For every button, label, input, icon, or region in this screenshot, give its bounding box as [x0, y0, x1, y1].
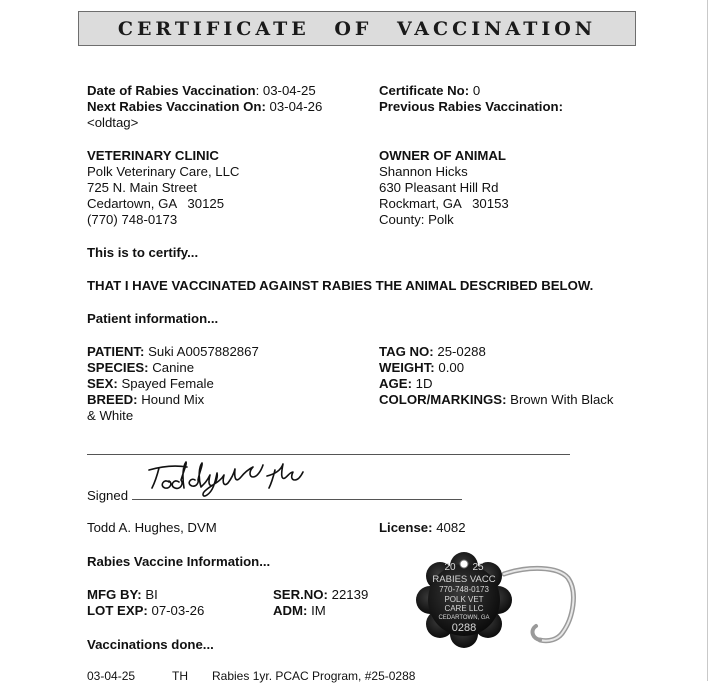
vaccine-serial-number: SER.NO: 22139 [273, 587, 369, 602]
patient-breed-continued: & White [87, 408, 134, 423]
tag-line-3: POLK VET [444, 595, 484, 604]
vaccine-manufacturer: MFG BY: BI [87, 587, 158, 602]
certificate-title-banner [78, 11, 636, 46]
patient-age: AGE: 1D [379, 376, 433, 391]
clinic-name: Polk Veterinary Care, LLC [87, 164, 240, 179]
vaccine-administration: ADM: IM [273, 603, 326, 618]
page-edge [707, 0, 708, 681]
patient-color-markings: COLOR/MARKINGS: Brown With Black [379, 392, 614, 407]
vaccination-statement: THAT I HAVE VACCINATED AGAINST RABIES THE ANIMAL DESCRIBED BELOW. [87, 278, 594, 293]
patient-name: PATIENT: Suki A0057882867 [87, 344, 259, 359]
vaccination-row-initials: TH [172, 669, 188, 683]
certify-heading: This is to certify... [87, 245, 199, 260]
tag-line-1: RABIES VACC [432, 574, 496, 585]
divider-line [87, 454, 570, 455]
vaccine-heading: Rabies Vaccine Information... [87, 554, 271, 569]
owner-heading: OWNER OF ANIMAL [379, 148, 506, 163]
tag-line-2: 770-748-0173 [439, 585, 489, 594]
previous-vaccination-label: Previous Rabies Vaccination: [379, 99, 563, 114]
next-vaccination-date: Next Rabies Vaccination On: 03-04-26 [87, 99, 323, 114]
patient-heading: Patient information... [87, 311, 219, 326]
tag-line-4: CARE LLC [444, 604, 484, 613]
clinic-city: Cedartown, GA 30125 [87, 196, 225, 211]
patient-breed: BREED: Hound Mix [87, 392, 205, 407]
tag-year-left: 20 [444, 562, 456, 573]
tag-year-right: 25 [472, 562, 484, 573]
clinic-phone: (770) 748-0173 [87, 212, 178, 227]
vaccinations-heading: Vaccinations done... [87, 637, 214, 652]
patient-sex: SEX: Spayed Female [87, 376, 214, 391]
owner-street: 630 Pleasant Hill Rd [379, 180, 499, 195]
signature-line [132, 499, 462, 500]
old-tag-placeholder: <oldtag> [87, 115, 139, 130]
vaccination-row-date: 03-04-25 [87, 669, 136, 683]
signed-label: Signed [87, 488, 129, 503]
owner-city: Rockmart, GA 30153 [379, 196, 509, 211]
certificate-title: CERTIFICATE OF VACCINATION [117, 17, 597, 40]
tag-number: 0288 [451, 622, 477, 634]
signature-image [135, 458, 335, 498]
vaccination-row-description: Rabies 1yr. PCAC Program, #25-0288 [212, 669, 416, 683]
license-number: License: 4082 [379, 520, 466, 535]
tag-line-5: CEDARTOWN, GA [438, 615, 490, 621]
veterinarian-name: Todd A. Hughes, DVM [87, 520, 217, 535]
patient-tag-number: TAG NO: 25-0288 [379, 344, 486, 359]
patient-weight: WEIGHT: 0.00 [379, 360, 465, 375]
certificate-number: Certificate No: 0 [379, 83, 481, 98]
patient-species: SPECIES: Canine [87, 360, 195, 375]
clinic-street: 725 N. Main Street [87, 180, 197, 195]
vaccination-date: Date of Rabies Vaccination: 03-04-25 [87, 83, 316, 98]
rabies-tag-image [408, 548, 588, 658]
owner-county: County: Polk [379, 212, 454, 227]
owner-name: Shannon Hicks [379, 164, 468, 179]
clinic-heading: VETERINARY CLINIC [87, 148, 219, 163]
vaccine-lot-expiry: LOT EXP: 07-03-26 [87, 603, 205, 618]
